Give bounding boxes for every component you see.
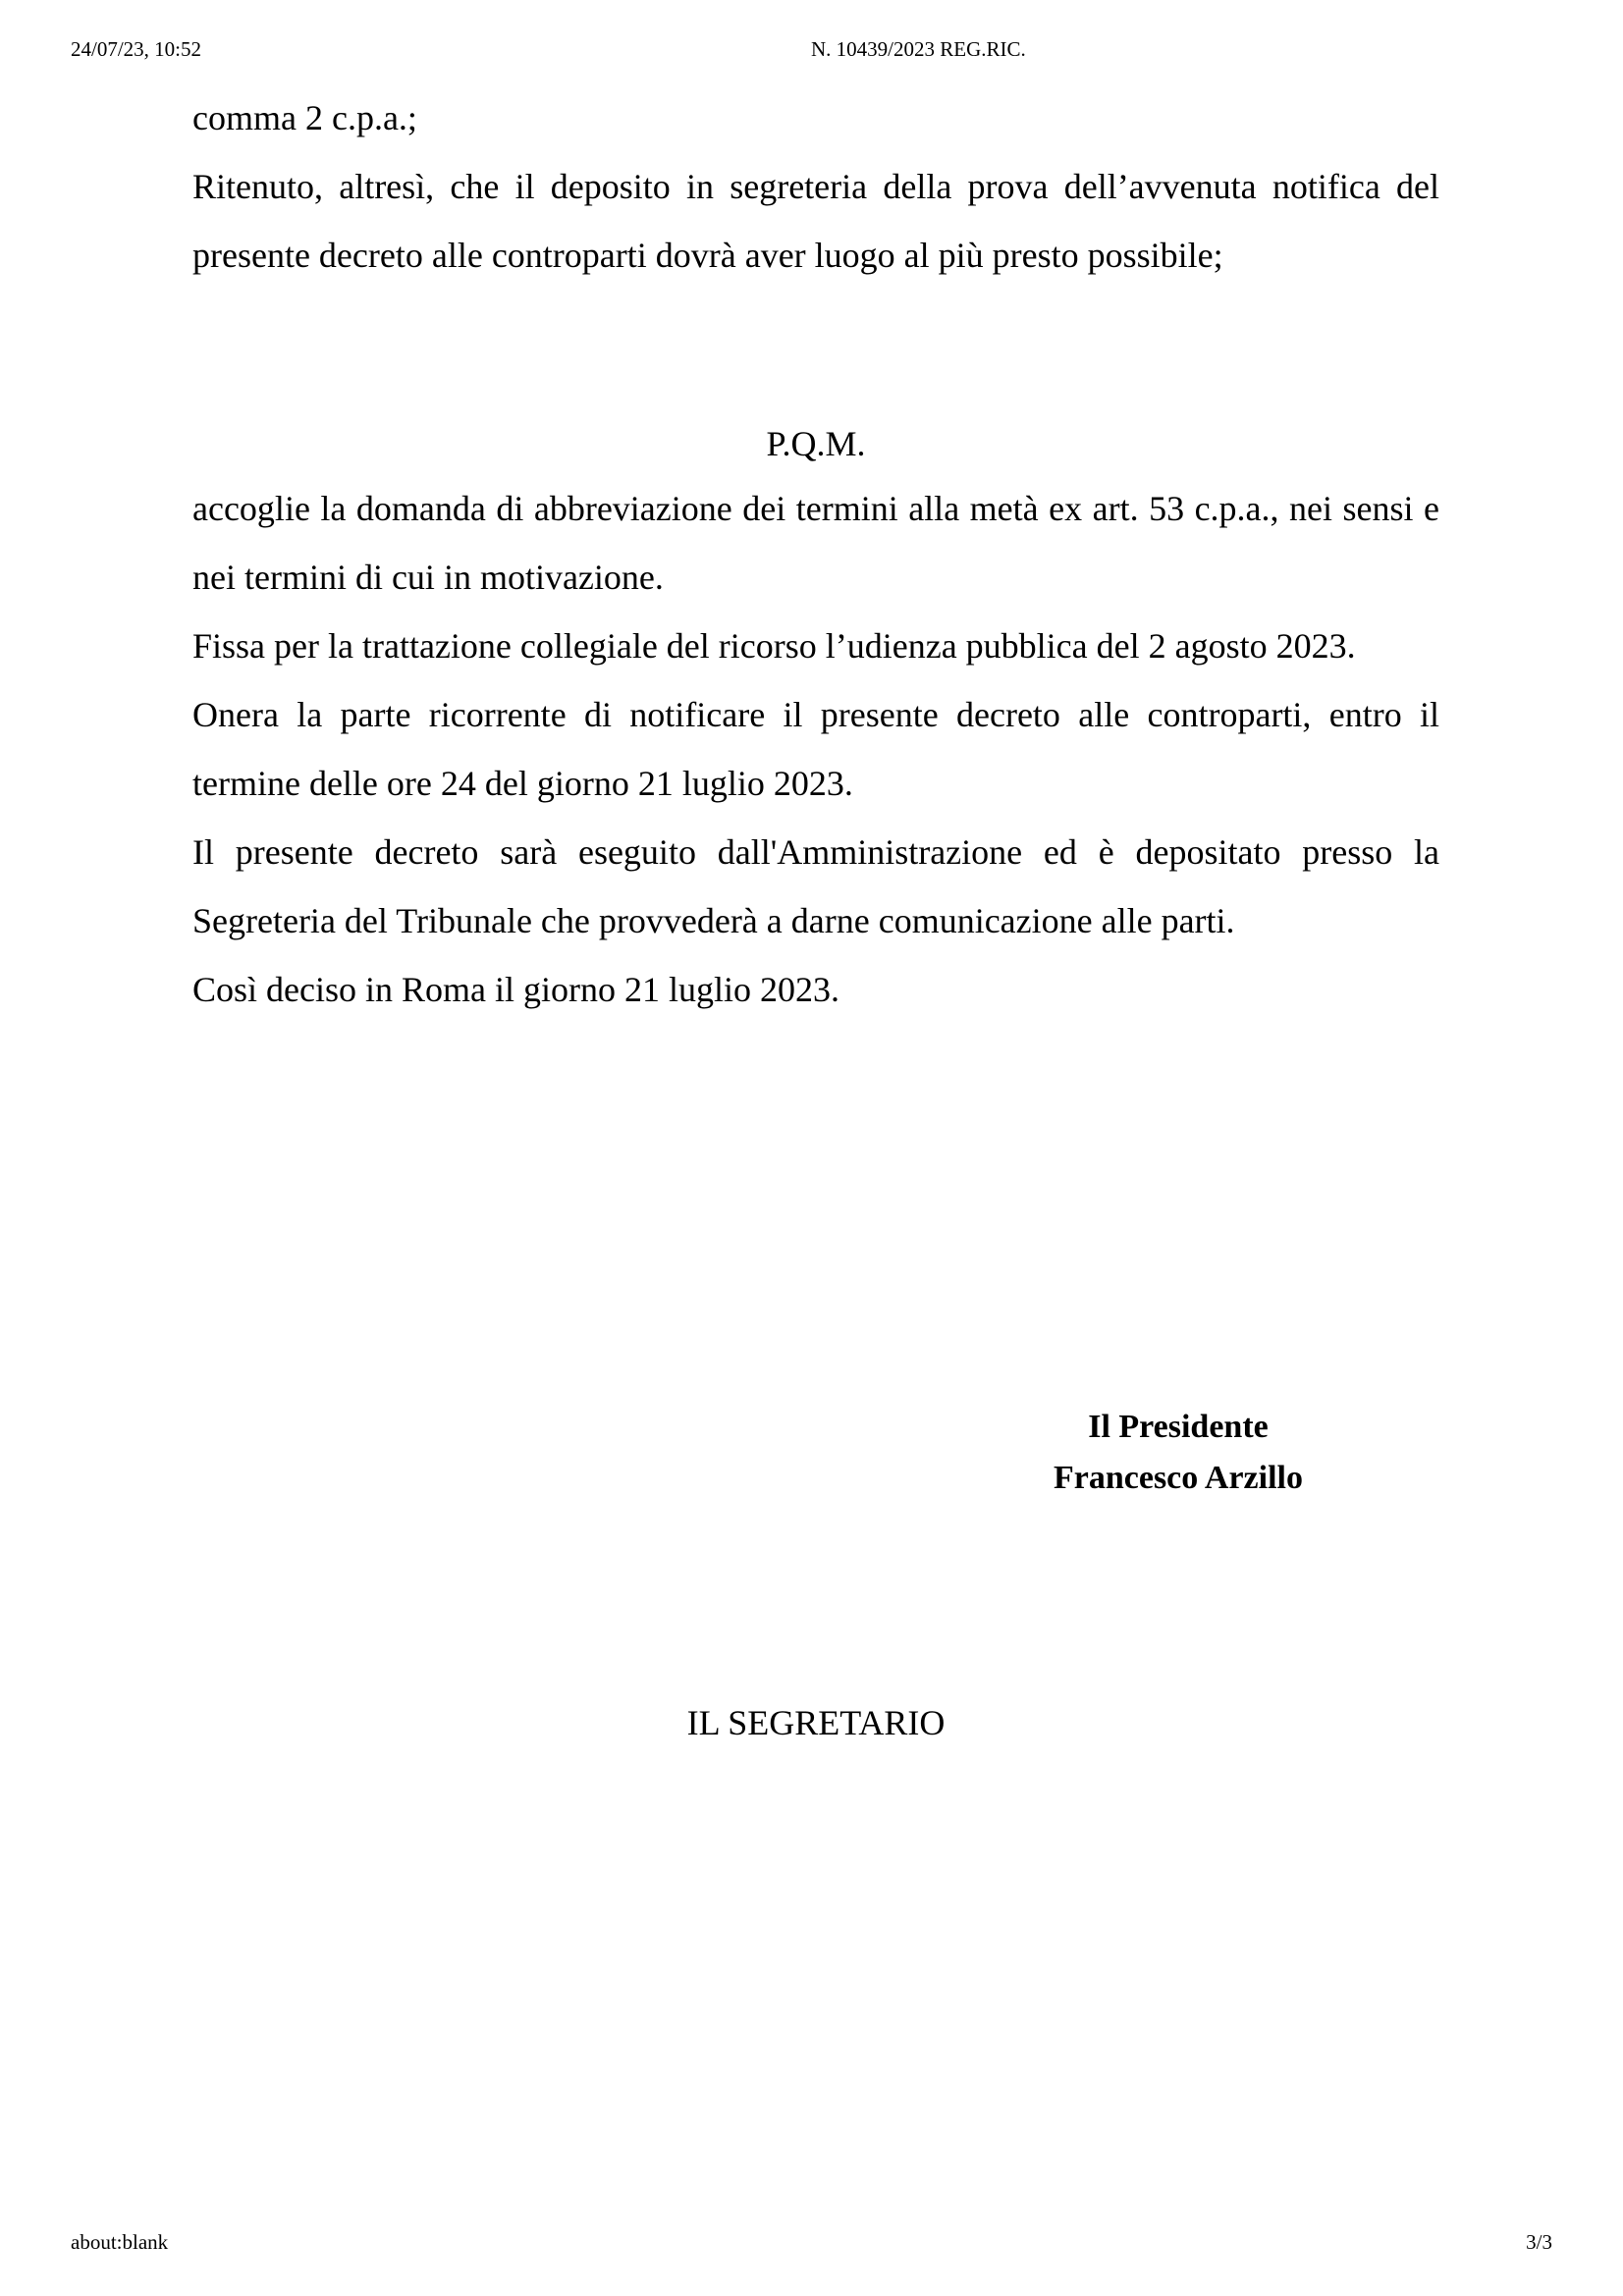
signature-title: Il Presidente bbox=[1088, 1409, 1269, 1445]
print-header-reference: N. 10439/2023 REG.RIC. bbox=[811, 37, 1026, 61]
paragraph-onera: Onera la parte ricorrente di notificare il presente decreto alle controparti, entro il termine delle ore 24 del giorno 21 luglio 2023. bbox=[192, 695, 1439, 803]
paragraph-fissa: Fissa per la trattazione collegiale del ricorso l’udienza pubblica del 2 agosto 2023. bbox=[192, 626, 1356, 666]
print-footer-page-number: 3/3 bbox=[1526, 2230, 1552, 2254]
print-footer-url: about:blank bbox=[71, 2230, 169, 2254]
pqm-heading: P.Q.M. bbox=[766, 424, 866, 463]
print-header-datetime: 24/07/23, 10:52 bbox=[71, 37, 202, 61]
paragraph-comma: comma 2 c.p.a.; bbox=[192, 98, 417, 137]
paragraph-cosi-deciso: Così deciso in Roma il giorno 21 luglio 2023. bbox=[192, 970, 839, 1009]
signature-name: Francesco Arzillo bbox=[1054, 1460, 1303, 1496]
paragraph-ritenuto: Ritenuto, altresì, che il deposito in segreteria della prova dell’avvenuta notifica del presente decreto alle controparti dovrà aver luogo al più presto possibile; bbox=[192, 167, 1439, 275]
paragraph-presente-decreto: Il presente decreto sarà eseguito dall'Amministrazione ed è depositato presso la Segreteria del Tribunale che provvederà a darne comunicazione alle parti. bbox=[192, 832, 1439, 940]
paragraph-accoglie: accoglie la domanda di abbreviazione dei termini alla metà ex art. 53 c.p.a., nei sensi e nei termini di cui in motivazione. bbox=[192, 489, 1439, 597]
document-body-main bbox=[192, 474, 1439, 1024]
secretary-label: IL SEGRETARIO bbox=[686, 1703, 946, 1742]
document-body-top bbox=[192, 83, 1439, 290]
